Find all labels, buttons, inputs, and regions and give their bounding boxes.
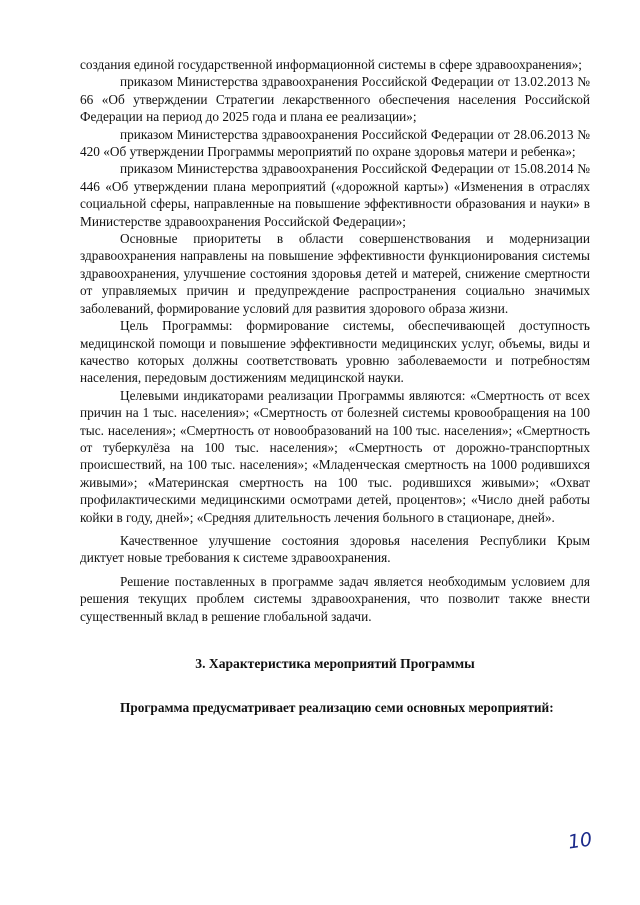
paragraph-order-446: приказом Министерства здравоохранения Российской Федерации от 15.08.2014 № 446 «Об утверждении плана мероприятий («дорожной карты») «Изменения в отраслях социальной сферы, направленные на повышение эффективности образования и науки» в Министерстве здравоохранения Российской Федерации»;: [80, 161, 590, 229]
paragraph-order-66: приказом Министерства здравоохранения Российской Федерации от 13.02.2013 № 66 «Об утверждении Стратегии лекарственного обеспечения населения Российской Федерации на период до 2025 года и плана ее реализации»;: [80, 74, 590, 125]
paragraph-target-indicators: Целевыми индикаторами реализации Программы являются: «Смертность от всех причин на 1 тыс. населения»; «Смертность от болезней системы кровообращения на 100 тыс. населения»; «Смертность от новообразований на 100 тыс. населения»; «Смертность от туберкулёза на 100 тыс. населения»; «Смертность от дорожно-транспортных происшествий, на 100 тыс. населения»; «Младенческая смертность на 1000 родившихся живыми»; «Материнская смертность на 100 тыс. родившихся живыми»; «Охват профилактическими медицинскими осмотрами детей, процентов»; «Число дней работы койки в году, дней»; «Средняя длительность лечения больного в стационаре, дней».: [80, 387, 590, 525]
paragraph-program-measures: Программа предусматривает реализацию семи основных мероприятий:: [120, 700, 554, 715]
paragraph-health-improvement: Качественное улучшение состояния здоровья населения Республики Крым диктует новые требования к системе здравоохранения.: [80, 532, 590, 566]
paragraph-continuation: создания единой государственной информационной системы в сфере здравоохранения»;: [80, 57, 582, 72]
paragraph-priorities: Основные приоритеты в области совершенствования и модернизации здравоохранения направлены на повышение эффективности функционирования системы здравоохранения, улучшение состояния здоровья детей и матерей, снижение смертности от управляемых причин и предупреждение распространения социально значимых заболеваний, формирование условий для развития здорового образа жизни.: [80, 231, 590, 316]
paragraph-program-goal: Цель Программы: формирование системы, обеспечивающей доступность медицинской помощи и повышение эффективности медицинских услуг, объемы, виды и качество которых должны соответствовать уровню заболеваемости и потребностям населения, передовым достижениям медицинской науки.: [80, 318, 590, 386]
paragraph-order-420: приказом Министерства здравоохранения Российской Федерации от 28.06.2013 № 420 «Об утверждении Программы мероприятий по охране здоровья матери и ребенка»;: [80, 126, 590, 160]
section-heading: 3. Характеристика мероприятий Программы: [195, 656, 475, 671]
paragraph-task-solution: Решение поставленных в программе задач является необходимым условием для решения текущих проблем системы здравоохранения, что позволит также внести существенный вклад в решение глобальной задачи.: [80, 573, 590, 624]
handwritten-page-number: 10: [566, 828, 594, 854]
